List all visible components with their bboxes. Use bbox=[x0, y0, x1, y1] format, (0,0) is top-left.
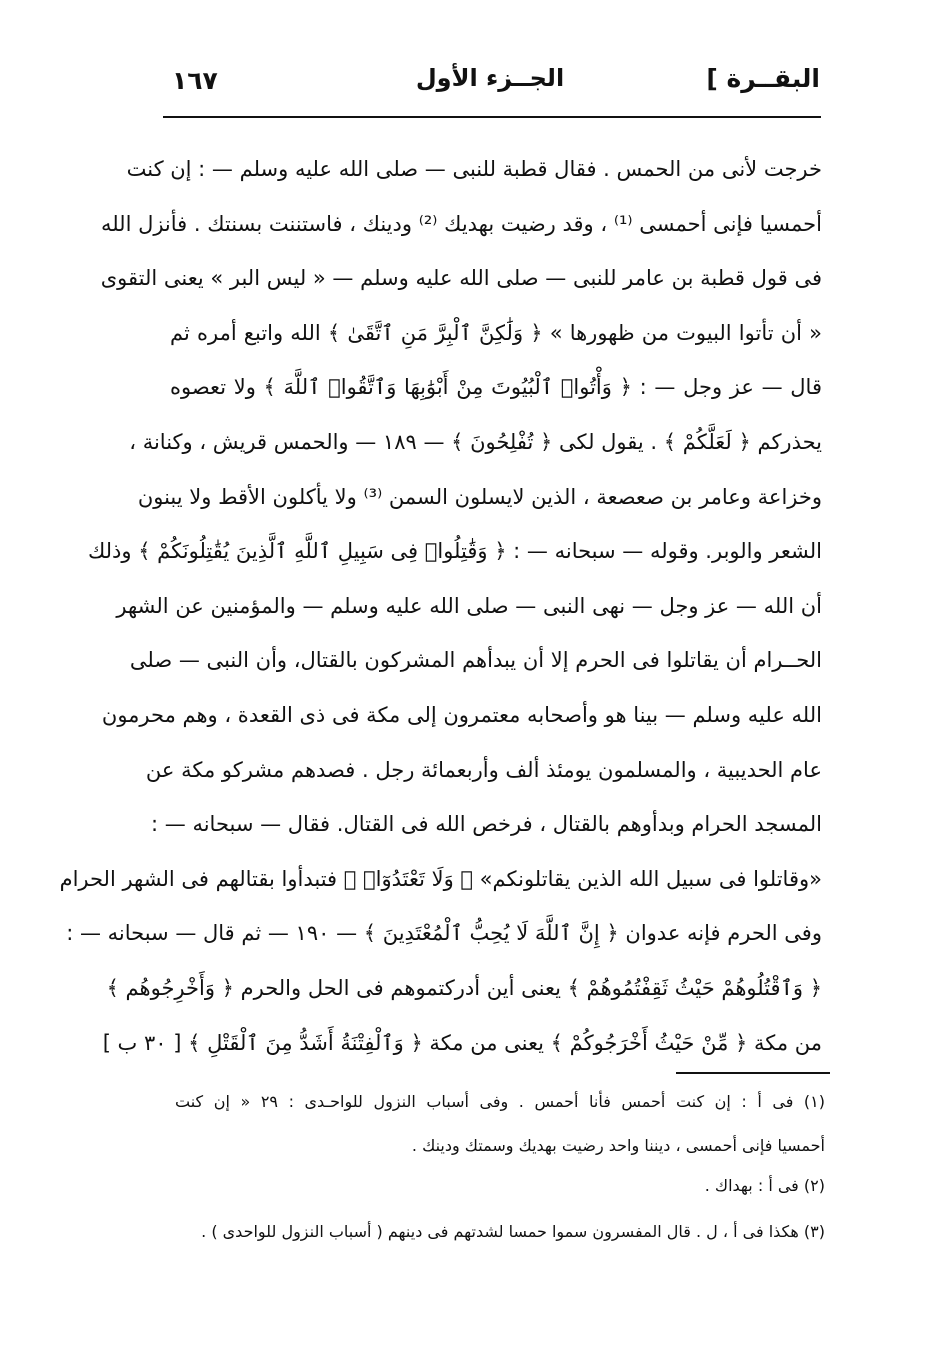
text-line: وخزاعة وعامر بن صعصعة ، الذين لايسلون السمن ⁽³⁾ ولا يأكلون الأقط ولا يبنون bbox=[137, 484, 822, 509]
text-line: المسجد الحرام وبدأوهم بالقتال ، فرخص الله فى القتال. فقال — سبحانه — : bbox=[151, 812, 822, 837]
text-line: خرجت لأنى من الحمس . فقال قطبة للنبى — صلى الله عليه وسلم — : إن كنت bbox=[126, 157, 822, 181]
text-line: ﴿ وَٱقْتُلُوهُمْ حَيْثُ ثَقِفْتُمُوهُمْ ﴾ يعنى أين أدركتموهم فى الحل والحرم ﴿ وَأَخْرِجُوهُم ﴾ bbox=[106, 975, 822, 1000]
running-head-title: الجــزء الأول bbox=[415, 64, 565, 92]
text-line: من مكة ﴿ مِّنْ حَيْثُ أَخْرَجُوكُمْ ﴾ يعنى من مكة ﴿ وَٱلْفِتْنَةُ أَشَدُّ مِنَ ٱلْقَتْلِ ﴾ [ ٣٠ ب ] bbox=[102, 1030, 822, 1055]
text-line: الحــرام أن يقاتلوا فى الحرم إلا أن يبدأهم المشركون بالقتال، وأن النبى — صلى bbox=[129, 648, 822, 673]
text-line: الله عليه وسلم — بينا هو وأصحابه معتمرون إلى مكة فى ذى القعدة ، وهم محرمون bbox=[101, 702, 822, 727]
text-line: وفى الحرم فإنه عدوان ﴿ إِنَّ ٱللَّهَ لَا يُحِبُّ ٱلْمُعْتَدِينَ ﴾ — ١٩٠ — ثم قال — سبحانه — : bbox=[66, 921, 822, 946]
text-line: قال — عز وجل — : ﴿ وَأْتُوا۟ ٱلْبُيُوتَ مِنْ أَبْوَٰبِهَا وَٱتَّقُوا۟ ٱللَّهَ ﴾ ولا تعصوه bbox=[170, 375, 822, 400]
text-line: يحذركم ﴿ لَعَلَّكُمْ ﴾ . يقول لكى ﴿ تُفْلِحُونَ ﴾ — ١٨٩ — والحمس قريش ، وكنانة ، bbox=[129, 429, 822, 454]
footnotes bbox=[175, 1090, 825, 1256]
page-number: ١٦٧ bbox=[172, 66, 218, 95]
footnote-divider bbox=[676, 1072, 830, 1074]
text-line: عام الحديبية ، والمسلمون يومئذ ألف وأربعمائة رجل . فصدهم مشركو مكة عن bbox=[145, 757, 822, 782]
footnote-1-continued: أحمسيا فإنى أحمسى ، ديننا واحد رضيت بهديك وسمتك ودينك . bbox=[411, 1136, 825, 1155]
text-line: أن الله — عز وجل — نهى النبى — صلى الله عليه وسلم — والمؤمنين عن الشهر bbox=[116, 593, 822, 618]
text-line: أحمسيا فإنى أحمسى ⁽¹⁾ ، وقد رضيت بهديك ⁽²⁾ ودينك ، فاستننت بسنتك . فأنزل الله bbox=[100, 211, 822, 236]
footnote-2: (٢) فى أ : بهداك . bbox=[704, 1176, 825, 1195]
header-divider bbox=[163, 116, 821, 118]
footnote-1: (١) فى أ : إن كنت أحمس فأنا أحمس . وفى أسباب النزول للواحـدى : ٢٩ « إن كنت bbox=[175, 1092, 825, 1111]
footnote-3: (٣) هكذا فى أ ، ل . قال المفسرون سموا حمسا لشدتهم فى دينهم ( أسباب النزول للواحدى ) . bbox=[201, 1222, 825, 1241]
text-line: «وقاتلوا فى سبيل الله الذين يقاتلونكم» ﴿ وَلَا تَعْتَدُوٓا۟ ﴾ فتبدأوا بقتالهم فى الشهر الحرام bbox=[59, 866, 822, 891]
text-line: فى قول قطبة بن عامر للنبى — صلى الله عليه وسلم — « ليس البر » يعنى التقوى bbox=[100, 266, 822, 291]
main-text bbox=[59, 142, 822, 1070]
page-header bbox=[160, 62, 820, 106]
text-line: « أن تأتوا البيوت من ظهورها » ﴿ وَلَٰكِنَّ ٱلْبِرَّ مَنِ ٱتَّقَىٰ ﴾ الله واتبع أمره ثم bbox=[170, 320, 822, 345]
running-head-section: البقــرة ] bbox=[706, 64, 820, 93]
text-line: الشعر والوبر. وقوله — سبحانه — : ﴿ وَقَٰتِلُوا۟ فِى سَبِيلِ ٱللَّهِ ٱلَّذِينَ يُقَٰتِلُونَكُمْ ﴾ وذلك bbox=[87, 539, 822, 564]
